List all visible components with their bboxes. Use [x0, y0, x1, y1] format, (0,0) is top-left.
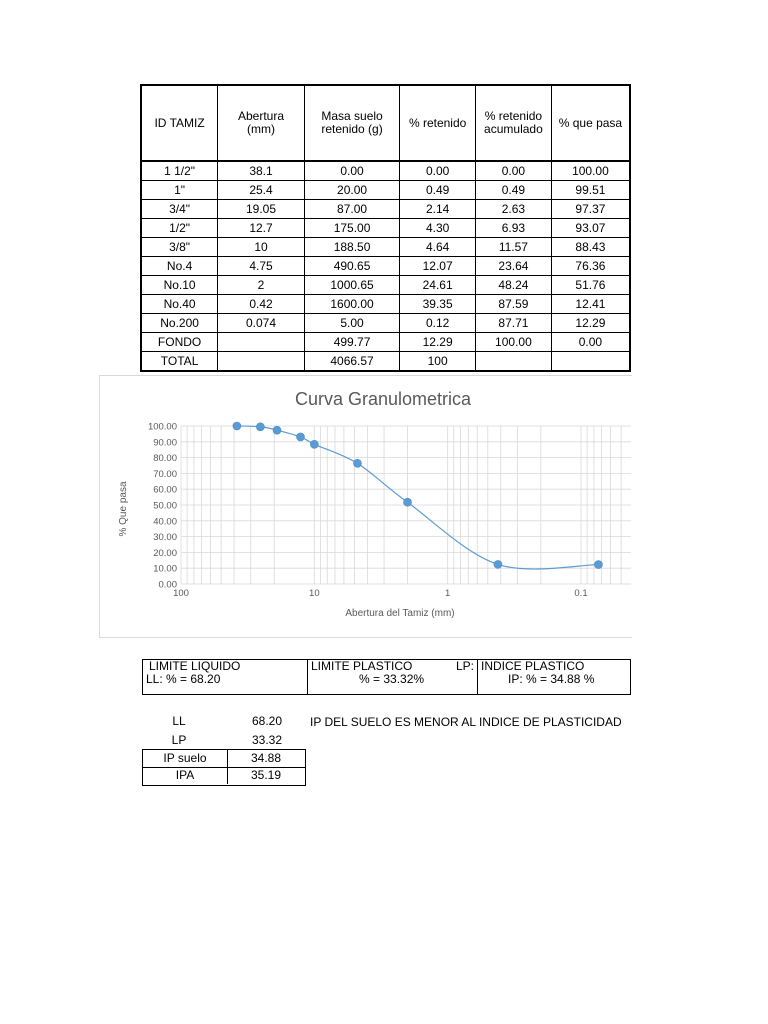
table-cell: 25.4 [218, 181, 305, 200]
table-cell: 4066.57 [304, 352, 400, 372]
table-cell: 2 [218, 276, 305, 295]
table-cell: 88.43 [551, 238, 630, 257]
plastic-limit-cell [308, 660, 478, 695]
data-point [494, 560, 502, 568]
header-pct-retenido-acumulado: % retenido acumulado [475, 85, 551, 161]
table-row [141, 352, 630, 372]
liquid-limit-title: LIMITE LIQUIDO [149, 659, 241, 673]
series-points [233, 422, 603, 569]
table-cell: No.10 [141, 276, 218, 295]
summary-row-lp [142, 731, 306, 750]
table-row [141, 333, 630, 352]
x-tick-label: 1 [445, 588, 451, 599]
liquid-limit-cell [143, 660, 308, 695]
table-cell: 0.00 [304, 161, 400, 181]
table-cell: 188.50 [304, 238, 400, 257]
table-cell: 1600.00 [304, 295, 400, 314]
table-row [141, 295, 630, 314]
y-tick-label: 20.00 [153, 547, 177, 559]
table-cell: 499.77 [304, 333, 400, 352]
table-cell [551, 352, 630, 372]
table-cell: 1000.65 [304, 276, 400, 295]
series-line [237, 426, 599, 569]
table-row [141, 314, 630, 333]
summary-row-ll [142, 712, 306, 731]
table-cell: 4.30 [400, 219, 476, 238]
y-tick-label: 100.00 [147, 421, 177, 433]
y-tick-label: 70.00 [153, 468, 177, 480]
table-cell: 4.64 [400, 238, 476, 257]
x-tick-label: 10 [309, 588, 320, 599]
y-tick-label: 90.00 [153, 437, 177, 449]
summary-row-ip-suelo [142, 749, 306, 768]
header-id-tamiz: ID TAMIZ [141, 85, 218, 161]
plasticity-note: IP DEL SUELO ES MENOR AL INDICE DE PLASTICIDAD [310, 715, 622, 729]
table-cell: 99.51 [551, 181, 630, 200]
table-cell: 10 [218, 238, 305, 257]
data-point [594, 561, 602, 569]
table-cell: 490.65 [304, 257, 400, 276]
y-tick-label: 80.00 [153, 453, 177, 465]
table-row [141, 257, 630, 276]
y-tick-label: 50.00 [153, 500, 177, 512]
table-cell [475, 352, 551, 372]
summary-value: 68.20 [251, 714, 283, 728]
table-cell: 48.24 [475, 276, 551, 295]
x-axis-ticks [173, 588, 588, 599]
table-cell: 20.00 [304, 181, 400, 200]
summary-label: IPA [143, 767, 228, 784]
table-cell: 2.63 [475, 200, 551, 219]
table-cell: 0.49 [475, 181, 551, 200]
table-cell: 100.00 [551, 161, 630, 181]
table-cell: 2.14 [400, 200, 476, 219]
chart-title: Curva Granulometrica [294, 389, 472, 409]
table-cell: 24.61 [400, 276, 476, 295]
summary-value: 34.88 [250, 751, 282, 765]
table-row [141, 181, 630, 200]
plasticity-index-cell [478, 660, 631, 695]
table-cell: 175.00 [304, 219, 400, 238]
data-point [310, 440, 318, 448]
gradation-chart-svg [100, 376, 632, 637]
table-cell: 1/2" [141, 219, 218, 238]
table-cell: 0.00 [551, 333, 630, 352]
table-row [141, 200, 630, 219]
table-cell: 5.00 [304, 314, 400, 333]
summary-label: LL [172, 714, 186, 728]
table-cell: No.200 [141, 314, 218, 333]
table-cell [218, 333, 305, 352]
summary-value: 33.32 [251, 733, 283, 747]
table-cell: 11.57 [475, 238, 551, 257]
summary-row-ipa [142, 767, 306, 786]
plastic-limit-suffix: LP: [455, 659, 474, 673]
plastic-limit-value: % = 33.32% [359, 672, 425, 686]
plasticity-index-title: INDICE PLASTICO [481, 659, 585, 673]
y-tick-label: 10.00 [153, 563, 177, 575]
data-point [353, 459, 361, 467]
table-cell: 12.29 [551, 314, 630, 333]
y-tick-label: 40.00 [153, 516, 177, 528]
table-row [141, 219, 630, 238]
table-cell: 51.76 [551, 276, 630, 295]
table-cell: FONDO [141, 333, 218, 352]
y-axis-ticks [148, 422, 177, 591]
header-pct-retenido: % retenido [400, 85, 476, 161]
table-cell: 0.00 [400, 161, 476, 181]
table-cell: 76.36 [551, 257, 630, 276]
table-row [141, 238, 630, 257]
sieve-analysis-table [140, 84, 631, 372]
y-axis-label: % Que pasa [118, 481, 129, 537]
table-cell: 12.41 [551, 295, 630, 314]
data-point [296, 433, 304, 441]
x-axis-label: Abertura del Tamiz (mm) [345, 608, 455, 619]
table-cell: 38.1 [218, 161, 305, 181]
table-cell: 100.00 [475, 333, 551, 352]
sieve-table-body [141, 161, 630, 371]
table-cell: 0.42 [218, 295, 305, 314]
table-cell: TOTAL [141, 352, 218, 372]
table-cell: 39.35 [400, 295, 476, 314]
data-point [256, 423, 264, 431]
table-cell: 4.75 [218, 257, 305, 276]
table-cell: 87.00 [304, 200, 400, 219]
header-pct-que-pasa: % que pasa [551, 85, 630, 161]
y-tick-label: 0.00 [158, 579, 177, 591]
summary-label: IP suelo [143, 750, 228, 767]
summary-label: LP [171, 733, 187, 747]
data-point [233, 422, 241, 430]
gradation-chart [99, 375, 632, 638]
table-cell: 1" [141, 181, 218, 200]
table-cell: 87.59 [475, 295, 551, 314]
table-cell: 1 1/2" [141, 161, 218, 181]
y-tick-label: 60.00 [153, 484, 177, 496]
data-point [273, 426, 281, 434]
table-cell: 87.71 [475, 314, 551, 333]
table-cell: 100 [400, 352, 476, 372]
liquid-limit-value: LL: % = 68.20 [146, 672, 221, 686]
table-cell: 0.49 [400, 181, 476, 200]
plasticity-index-value: IP: % = 34.88 % [508, 672, 595, 686]
table-cell: 93.07 [551, 219, 630, 238]
header-masa-retenida: Masa suelo retenido (g) [304, 85, 400, 161]
x-tick-label: 0.1 [574, 588, 588, 599]
table-cell: 12.29 [400, 333, 476, 352]
plastic-limit-title: LIMITE PLASTICO [311, 659, 413, 673]
table-header-row [141, 85, 630, 161]
table-cell: 0.12 [400, 314, 476, 333]
table-cell: 12.07 [400, 257, 476, 276]
table-cell: No.40 [141, 295, 218, 314]
table-cell: 19.05 [218, 200, 305, 219]
table-cell: 0.074 [218, 314, 305, 333]
table-cell: 6.93 [475, 219, 551, 238]
table-row [141, 161, 630, 181]
table-cell [218, 352, 305, 372]
data-point [404, 498, 412, 506]
table-cell: 3/4" [141, 200, 218, 219]
header-abertura: Abertura (mm) [218, 85, 305, 161]
table-cell: No.4 [141, 257, 218, 276]
table-cell: 3/8" [141, 238, 218, 257]
x-tick-label: 100 [173, 588, 189, 599]
summary-value: 35.19 [250, 768, 282, 782]
atterberg-limits-table [142, 659, 631, 695]
y-tick-label: 30.00 [153, 532, 177, 544]
table-cell: 23.64 [475, 257, 551, 276]
table-row [141, 276, 630, 295]
table-cell: 0.00 [475, 161, 551, 181]
table-cell: 12.7 [218, 219, 305, 238]
table-cell: 97.37 [551, 200, 630, 219]
